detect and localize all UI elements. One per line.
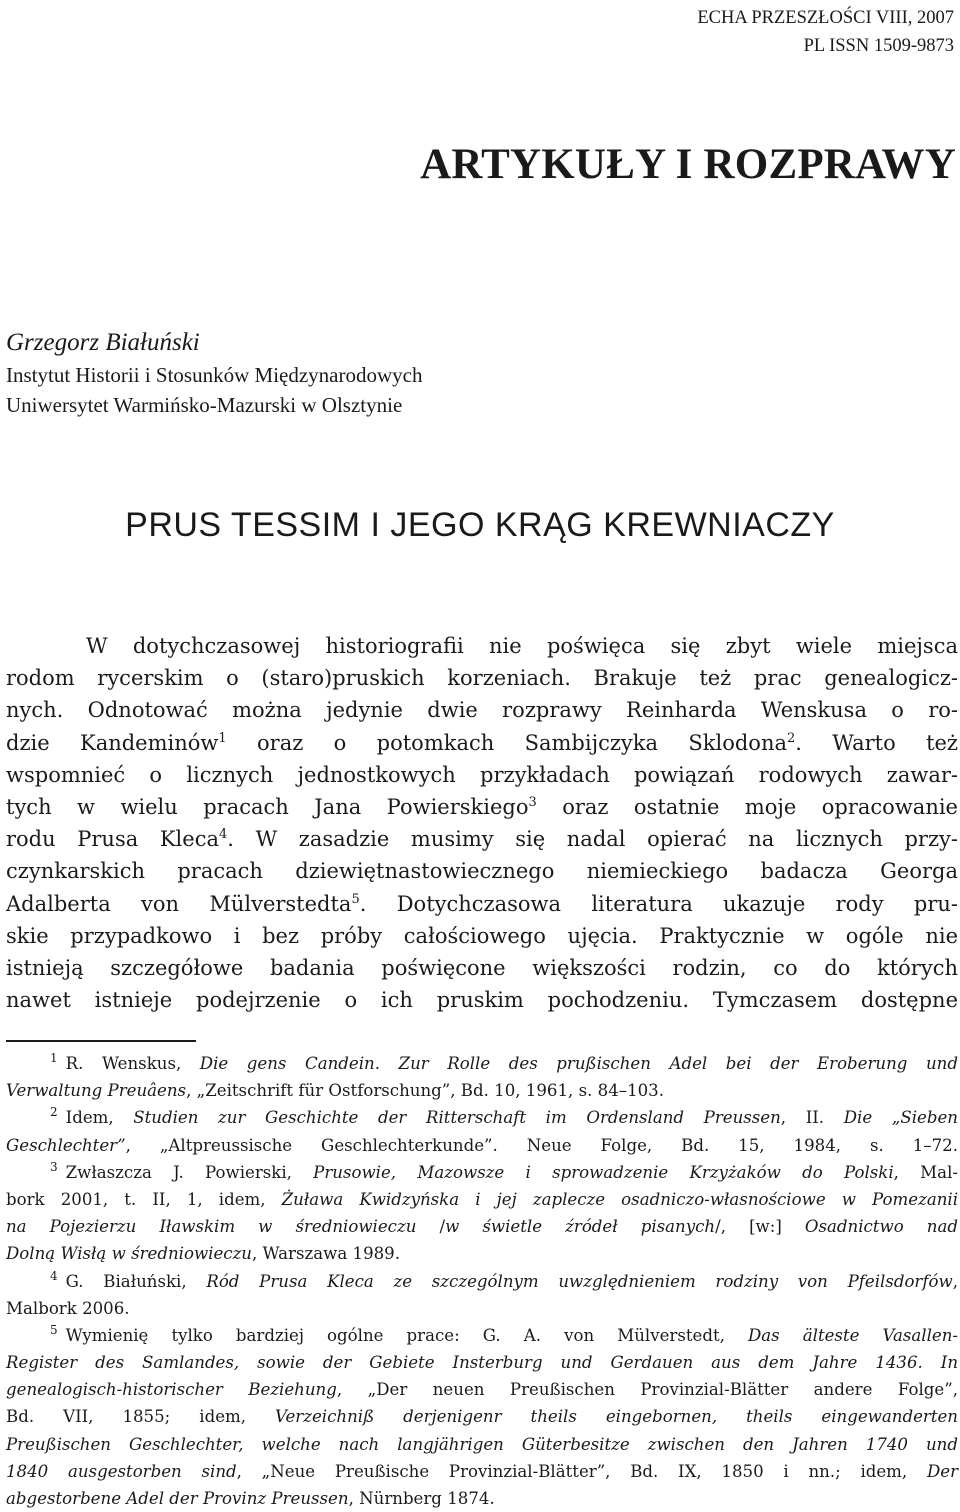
footnote-4 (6, 1268, 958, 1295)
footnote-5-cont (6, 1349, 958, 1376)
footnote-5-cont (6, 1376, 958, 1403)
journal-masthead (697, 4, 954, 60)
footnote-title: Geschlechter” (6, 1135, 126, 1155)
section-title: ARTYKUŁY I ROZPRAWY (420, 141, 956, 188)
footnote-ref-3[interactable]: 3 (528, 794, 537, 810)
journal-issn: PL ISSN 1509-9873 (803, 36, 954, 56)
footnote-number: 3 (50, 1159, 58, 1174)
footnote-3-cont (6, 1186, 958, 1213)
body-text: . Warto też (795, 730, 958, 755)
footnote-3 (6, 1159, 958, 1186)
body-line: skie przypadkowo i bez próby całościowego ujęcia. Praktycznie w ogóle nie (6, 923, 958, 948)
author-affiliation-institute: Instytut Historii i Stosunków Międzynarodowych (6, 363, 423, 387)
footnote-divider (6, 1040, 196, 1042)
footnote-3-cont (6, 1240, 958, 1267)
body-text: Adalberta von Mülverstedta (6, 891, 352, 916)
footnote-title: Das älteste Vasallen- (747, 1325, 958, 1345)
footnotes (6, 1050, 958, 1512)
footnote-ref-4[interactable]: 4 (219, 827, 228, 843)
body-line (6, 727, 958, 759)
footnote-title: 1840 ausgestorben sind (6, 1461, 237, 1481)
body-text: oraz o potomkach Sambijczyka Sklodona (226, 730, 787, 755)
footnote-text: /, [w:] (715, 1217, 805, 1237)
footnote-text: , (952, 1271, 958, 1291)
footnote-title: Żuława Kwidzyńska i jej zaplecze osadniczo-własnościowe w Pomezanii (281, 1189, 959, 1209)
body-text: rodu Prusa Kleca (6, 827, 219, 852)
body-line (6, 791, 958, 823)
body-line: czynkarskich pracach dziewiętnastowiecznego niemieckiego badacza Georga (6, 859, 958, 884)
footnote-title: Prusowie, Mazowsze i sprowadzenie Krzyżaków do Polski (313, 1162, 894, 1182)
footnote-text: , Warszawa 1989. (252, 1244, 401, 1264)
body-line (6, 888, 958, 920)
body-line (6, 823, 958, 855)
footnote-title: Studien zur Geschichte der Ritterschaft im Ordensland Preussen (133, 1108, 781, 1128)
footnote-5-cont (6, 1485, 958, 1512)
body-text: tych w wielu pracach Jana Powierskiego (6, 794, 529, 819)
footnote-2-cont (6, 1132, 958, 1159)
footnote-text: G. Białuński, (65, 1271, 207, 1291)
footnote-ref-2[interactable]: 2 (787, 730, 796, 746)
body-text: . Dotychczasowa literatura ukazuje rody pru- (359, 891, 959, 916)
footnote-title: Die gens Candein. Zur Rolle des prußischen Adel bei der Eroberung und (199, 1054, 958, 1073)
footnote-text: , „Zeitschrift für Ostforschung”, Bd. 10, 1961, s. 84–103. (186, 1081, 665, 1101)
footnote-title: Der (926, 1461, 959, 1481)
footnote-ref-5[interactable]: 5 (351, 891, 360, 907)
footnote-title: Ród Prusa Kleca ze szczególnym uwzględnieniem rodziny von Pfeilsdorfów (206, 1271, 953, 1291)
body-text: . W zasadzie musimy się nadal opierać na licznych przy- (227, 827, 958, 852)
footnote-3-cont (6, 1213, 958, 1240)
author-affiliation-university: Uniwersytet Warmińsko-Mazurski w Olsztynie (6, 393, 403, 417)
footnote-number: 2 (50, 1105, 58, 1120)
footnote-title: Verzeichniß derjenigenr theils eingebornen, theils eingewanderten (275, 1407, 958, 1427)
footnote-title: Die „Sieben (843, 1108, 958, 1128)
footnote-text: Idem, (65, 1108, 134, 1128)
footnote-text: Bd. VII, 1855; idem, (6, 1407, 276, 1427)
body-line: nych. Odnotować można jedynie dwie rozprawy Reinharda Wenskusa o ro- (6, 698, 958, 723)
footnote-text: , II. (780, 1108, 844, 1128)
footnote-text: Zwłaszcza J. Powierski, (65, 1162, 314, 1182)
footnote-text: R. Wenskus, (65, 1054, 200, 1073)
body-line: wspomnieć o licznych jednostkowych przykładach powiązań rodowych zawar- (6, 762, 958, 787)
footnote-number: 4 (50, 1268, 58, 1283)
body-line: rodom rycerskim o (staro)pruskich korzeniach. Brakuje też prac genealogicz- (6, 666, 958, 691)
footnote-1 (6, 1050, 958, 1077)
footnote-title: Osadnictwo nad (804, 1217, 958, 1237)
footnote-title: Verwaltung Preuâens (6, 1081, 187, 1101)
footnote-title: genealogisch-historischer Beziehung (6, 1380, 337, 1400)
footnote-title: Dolną Wisłą w średniowieczu (6, 1244, 252, 1264)
footnote-ref-1[interactable]: 1 (218, 730, 227, 746)
author-block (6, 326, 422, 420)
footnote-5-cont (6, 1403, 958, 1430)
footnote-text: bork 2001, t. II, 1, idem, (6, 1189, 282, 1209)
footnote-text: / (416, 1217, 446, 1237)
body-text: dzie Kandeminów (6, 730, 219, 755)
footnote-number: 1 (50, 1051, 58, 1065)
footnote-5 (6, 1322, 958, 1349)
footnote-2 (6, 1104, 958, 1131)
footnote-title: Register des Samlandes, sowie der Gebiete Insterburg und Gerdauen aus dem Jahre 1436. In (6, 1353, 958, 1373)
body-line: W dotychczasowej historiografii nie poświęca się zbyt wiele miejsca (86, 634, 958, 658)
footnote-title: na Pojezierzu Iławskim w średniowieczu (6, 1217, 417, 1237)
footnote-text: , Mal- (893, 1162, 958, 1182)
footnote-text: , „Neue Preußische Provinzial-Blätter”, Bd. IX, 1850 i nn.; idem, (236, 1461, 927, 1481)
footnote-1-cont (6, 1077, 958, 1104)
footnote-number: 5 (50, 1322, 58, 1337)
footnote-text: , „Altpreussische Geschlechterkunde”. Neue Folge, Bd. 15, 1984, s. 1–72. (125, 1135, 958, 1155)
footnote-title: Preußischen Geschlechter, welche nach langjährigen Güterbesitze zwischen den Jahren 1740 und (6, 1434, 958, 1454)
body-line: istnieją szczegółowe badania poświęcone większości rodzin, co do których (6, 955, 958, 980)
author-name: Grzegorz Białuński (6, 329, 200, 356)
body-text: oraz ostatnie moje opracowanie (536, 794, 958, 819)
article-title: PRUS TESSIM I JEGO KRĄG KREWNIACZY (125, 506, 835, 544)
footnote-text: , Nürnberg 1874. (348, 1489, 495, 1508)
footnote-text: , „Der neuen Preußischen Provinzial-Blätter andere Folge”, (336, 1380, 959, 1400)
journal-issue: ECHA PRZESZŁOŚCI VIII, 2007 (697, 8, 954, 28)
footnote-title: abgestorbene Adel der Provinz Preussen (6, 1489, 349, 1508)
footnote-title: w świetle źródeł pisanych (445, 1217, 716, 1237)
footnote-text: Wymienię tylko bardziej ogólne prace: G. A. von Mülverstedt, (65, 1325, 748, 1345)
footnote-5-cont (6, 1431, 958, 1458)
footnote-5-cont (6, 1458, 958, 1485)
footnote-4-cont: Malbork 2006. (6, 1298, 130, 1318)
body-line: nawet istnieje podejrzenie o ich pruskim pochodzeniu. Tymczasem dostępne (6, 988, 958, 1013)
article-body (6, 630, 958, 1016)
